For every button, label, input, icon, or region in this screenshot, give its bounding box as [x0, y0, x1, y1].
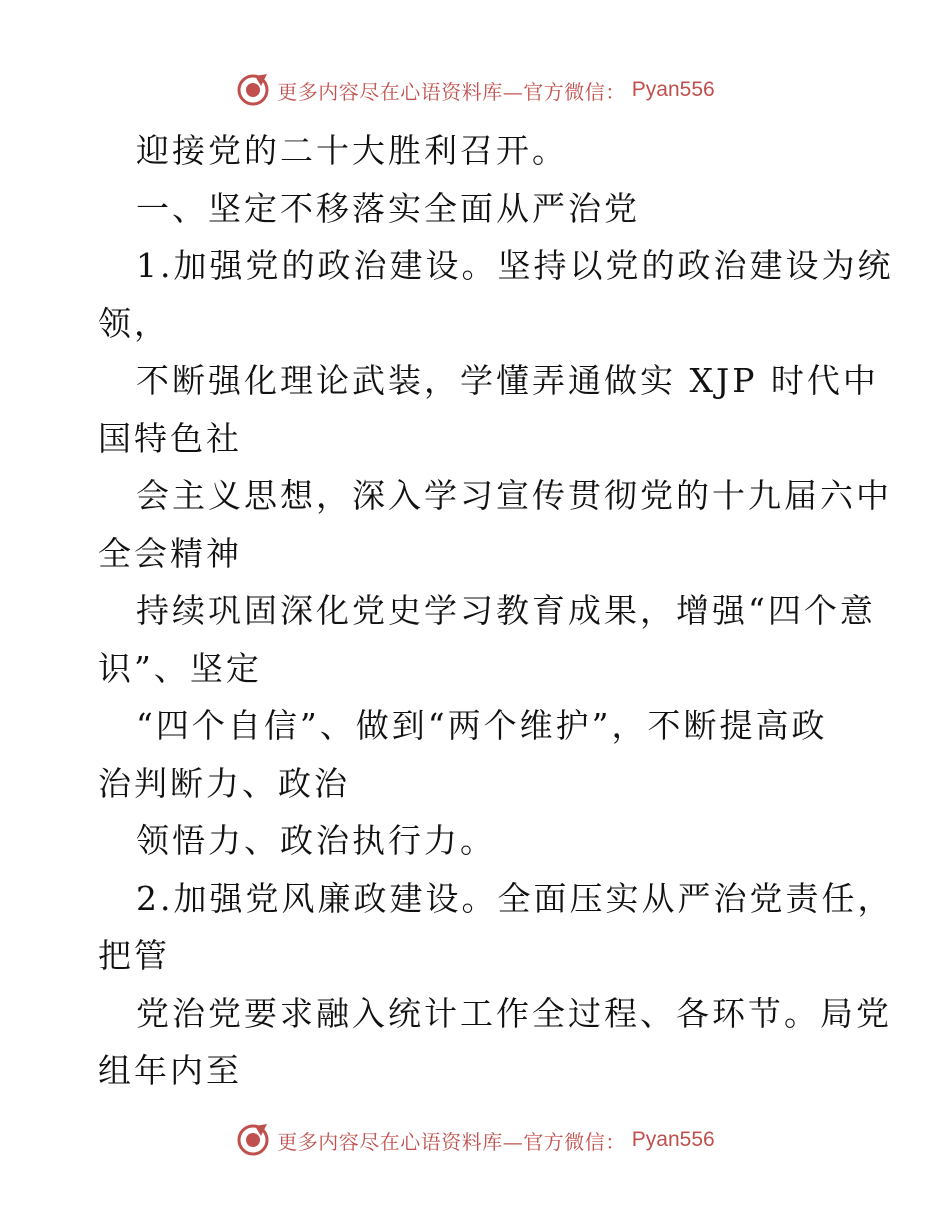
footer-banner	[0, 1120, 950, 1160]
footer-banner-id: Pyan556	[631, 1128, 715, 1151]
brand-logo-icon	[235, 72, 271, 108]
header-banner	[0, 70, 950, 110]
body-line: 领悟力、政治执行力。	[136, 821, 496, 860]
body-line: 治判断力、政治	[98, 763, 350, 803]
body-line: 一、坚定不移落实全面从严治党	[136, 188, 640, 228]
body-line: “四个自信”、做到“两个维护”，不断提高政	[136, 706, 828, 745]
document-body	[98, 122, 894, 1100]
body-line: 不断强化理论武装，学懂弄通做实 XJP 时代中	[136, 361, 879, 400]
body-line: 全会精神	[98, 533, 242, 573]
brand-logo-icon	[235, 1122, 271, 1158]
body-line: 迎接党的二十大胜利召开。	[136, 131, 568, 170]
body-line: 持续巩固深化党史学习教育成果，增强“四个意	[136, 591, 876, 630]
body-line: 组年内至	[98, 1051, 242, 1090]
body-line: 1.加强党的政治建设。坚持以党的政治建设为统	[136, 246, 894, 285]
body-line: 国特色社	[98, 418, 242, 458]
body-line: 党治党要求融入统计工作全过程、各环节。局党	[136, 993, 892, 1033]
body-line: 识”、坚定	[98, 648, 262, 688]
header-banner-text: 更多内容尽在心语资料库—官方微信：	[277, 79, 626, 104]
header-banner-id: Pyan556	[631, 78, 715, 101]
footer-banner-text: 更多内容尽在心语资料库—官方微信：	[277, 1129, 626, 1154]
body-line: 会主义思想，深入学习宣传贯彻党的十九届六中	[136, 476, 892, 515]
body-line: 把管	[98, 936, 170, 975]
body-line: 领，	[98, 303, 170, 343]
body-line: 2.加强党风廉政建设。全面压实从严治党责任，	[136, 878, 894, 918]
